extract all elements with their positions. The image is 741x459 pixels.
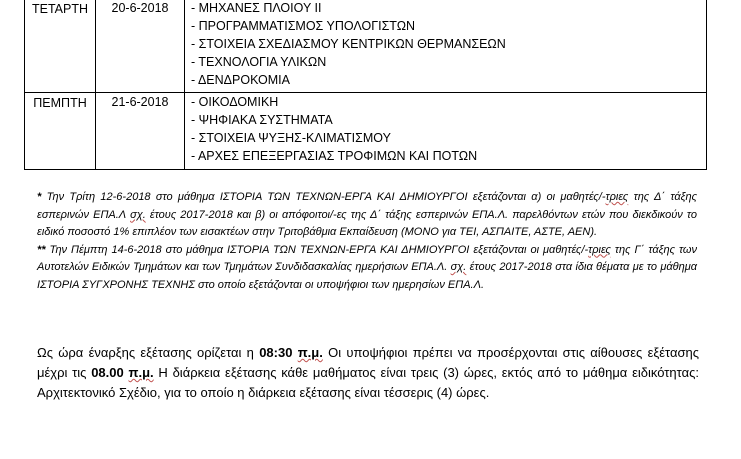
schedule-subjects xyxy=(185,0,707,93)
exam-schedule-table xyxy=(24,0,707,170)
footnote-marker: ** xyxy=(37,243,46,256)
schedule-date: 21-6-2018 xyxy=(96,93,185,170)
subject-item: - ΟΙΚΟΔΟΜΙΚΗ xyxy=(191,95,279,109)
subject-item: - ΑΡΧΕΣ ΕΠΕΞΕΡΓΑΣΙΑΣ ΤΡΟΦΙΜΩΝ ΚΑΙ ΠΟΤΩΝ xyxy=(191,149,478,163)
footnote-marker: * xyxy=(37,191,42,203)
subject-item: - ΜΗΧΑΝΕΣ ΠΛΟΙΟΥ ΙΙ xyxy=(191,1,322,15)
start-time: 08:30 xyxy=(259,345,293,360)
subject-item: - ΔΕΝΔΡΟΚΟΜΙΑ xyxy=(191,73,290,87)
schedule-day: ΠΕΜΠΤΗ xyxy=(25,93,96,170)
arrival-time: 08.00 xyxy=(91,365,124,380)
subject-item: - ΤΕΧΝΟΛΟΓΙΑ ΥΛΙΚΩΝ xyxy=(191,55,327,69)
footnote-2: ** Την Πέμπτη 14-6-2018 στο μάθημα ΙΣΤΟΡΙΑ ΤΩΝ ΤΕΧΝΩΝ-ΕΡΓΑ ΚΑΙ ΔΗΜΙΟΥΡΓΟΙ εξετάζονται οι μαθητές/-τριες της Γ΄ τάξης των Αυτοτελών Ειδικών Τμημάτων και των Τμημάτων Συνδιδασκαλίας ημερήσιων ΕΠΑ.Λ. σχ. έτους 2017-2018 στα ίδια θέματα με το μάθημα ΙΣΤΟΡΙΑ ΣΥΓΧΡΟΝΗΣ ΤΕΧΝΗΣ στο οποίο εξετάζονται οι υποψήφιοι των ημερησίων ΕΠΑ.Λ. xyxy=(37,243,698,291)
schedule-row xyxy=(25,93,707,170)
footnotes xyxy=(37,189,697,294)
footnote-1: * Την Τρίτη 12-6-2018 στο μάθημα ΙΣΤΟΡΙΑ ΤΩΝ ΤΕΧΝΩΝ-ΕΡΓΑ ΚΑΙ ΔΗΜΙΟΥΡΓΟΙ εξετάζονται α) οι μαθητές/-τριες της Δ΄ τάξης εσπερινών ΕΠΑ.Λ σχ. έτους 2017-2018 και β) οι απόφοιτοι/-ες της Δ΄ τάξης εσπερινών ΕΠΑ.Λ. παρελθόντων ετών που διεκδικούν το ειδικό ποσοστό 1% επιπλέον των εισακτέων στην Τριτοβάθμια Εκπαίδευση (ΜΟΝΟ για ΤΕΙ, ΑΣΠΑΙΤΕ, ΑΣΤΕ, ΑΕΝ). xyxy=(37,191,698,238)
subject-item: - ΣΤΟΙΧΕΙΑ ΨΥΞΗΣ-ΚΛΙΜΑΤΙΣΜΟΥ xyxy=(191,131,391,145)
subject-item: - ΠΡΟΓΡΑΜΜΑΤΙΣΜΟΣ ΥΠΟΛΟΓΙΣΤΩΝ xyxy=(191,19,416,33)
schedule-date: 20-6-2018 xyxy=(96,0,185,93)
subject-item: - ΣΤΟΙΧΕΙΑ ΣΧΕΔΙΑΣΜΟΥ ΚΕΝΤΡΙΚΩΝ ΘΕΡΜΑΝΣΕΩΝ xyxy=(191,37,506,51)
schedule-row xyxy=(25,0,707,93)
exam-time-paragraph: Ως ώρα έναρξης εξέτασης ορίζεται η 08:30 π.μ. Οι υποψήφιοι πρέπει να προσέρχονται στις αίθουσες εξέτασης μέχρι τις 08.00 π.μ. Η διάρκεια εξέτασης κάθε μαθήματος είναι τρεις (3) ώρες, εκτός από το μάθημα ειδικότητας: Αρχιτεκτονικό Σχέδιο, για το οποίο η διάρκεια εξέτασης είναι τέσσερις (4) ώρες. xyxy=(37,345,699,400)
subject-item: - ΨΗΦΙΑΚΑ ΣΥΣΤΗΜΑΤΑ xyxy=(191,113,333,127)
schedule-subjects xyxy=(185,93,707,170)
schedule-day: ΤΕΤΑΡΤΗ xyxy=(25,0,96,93)
